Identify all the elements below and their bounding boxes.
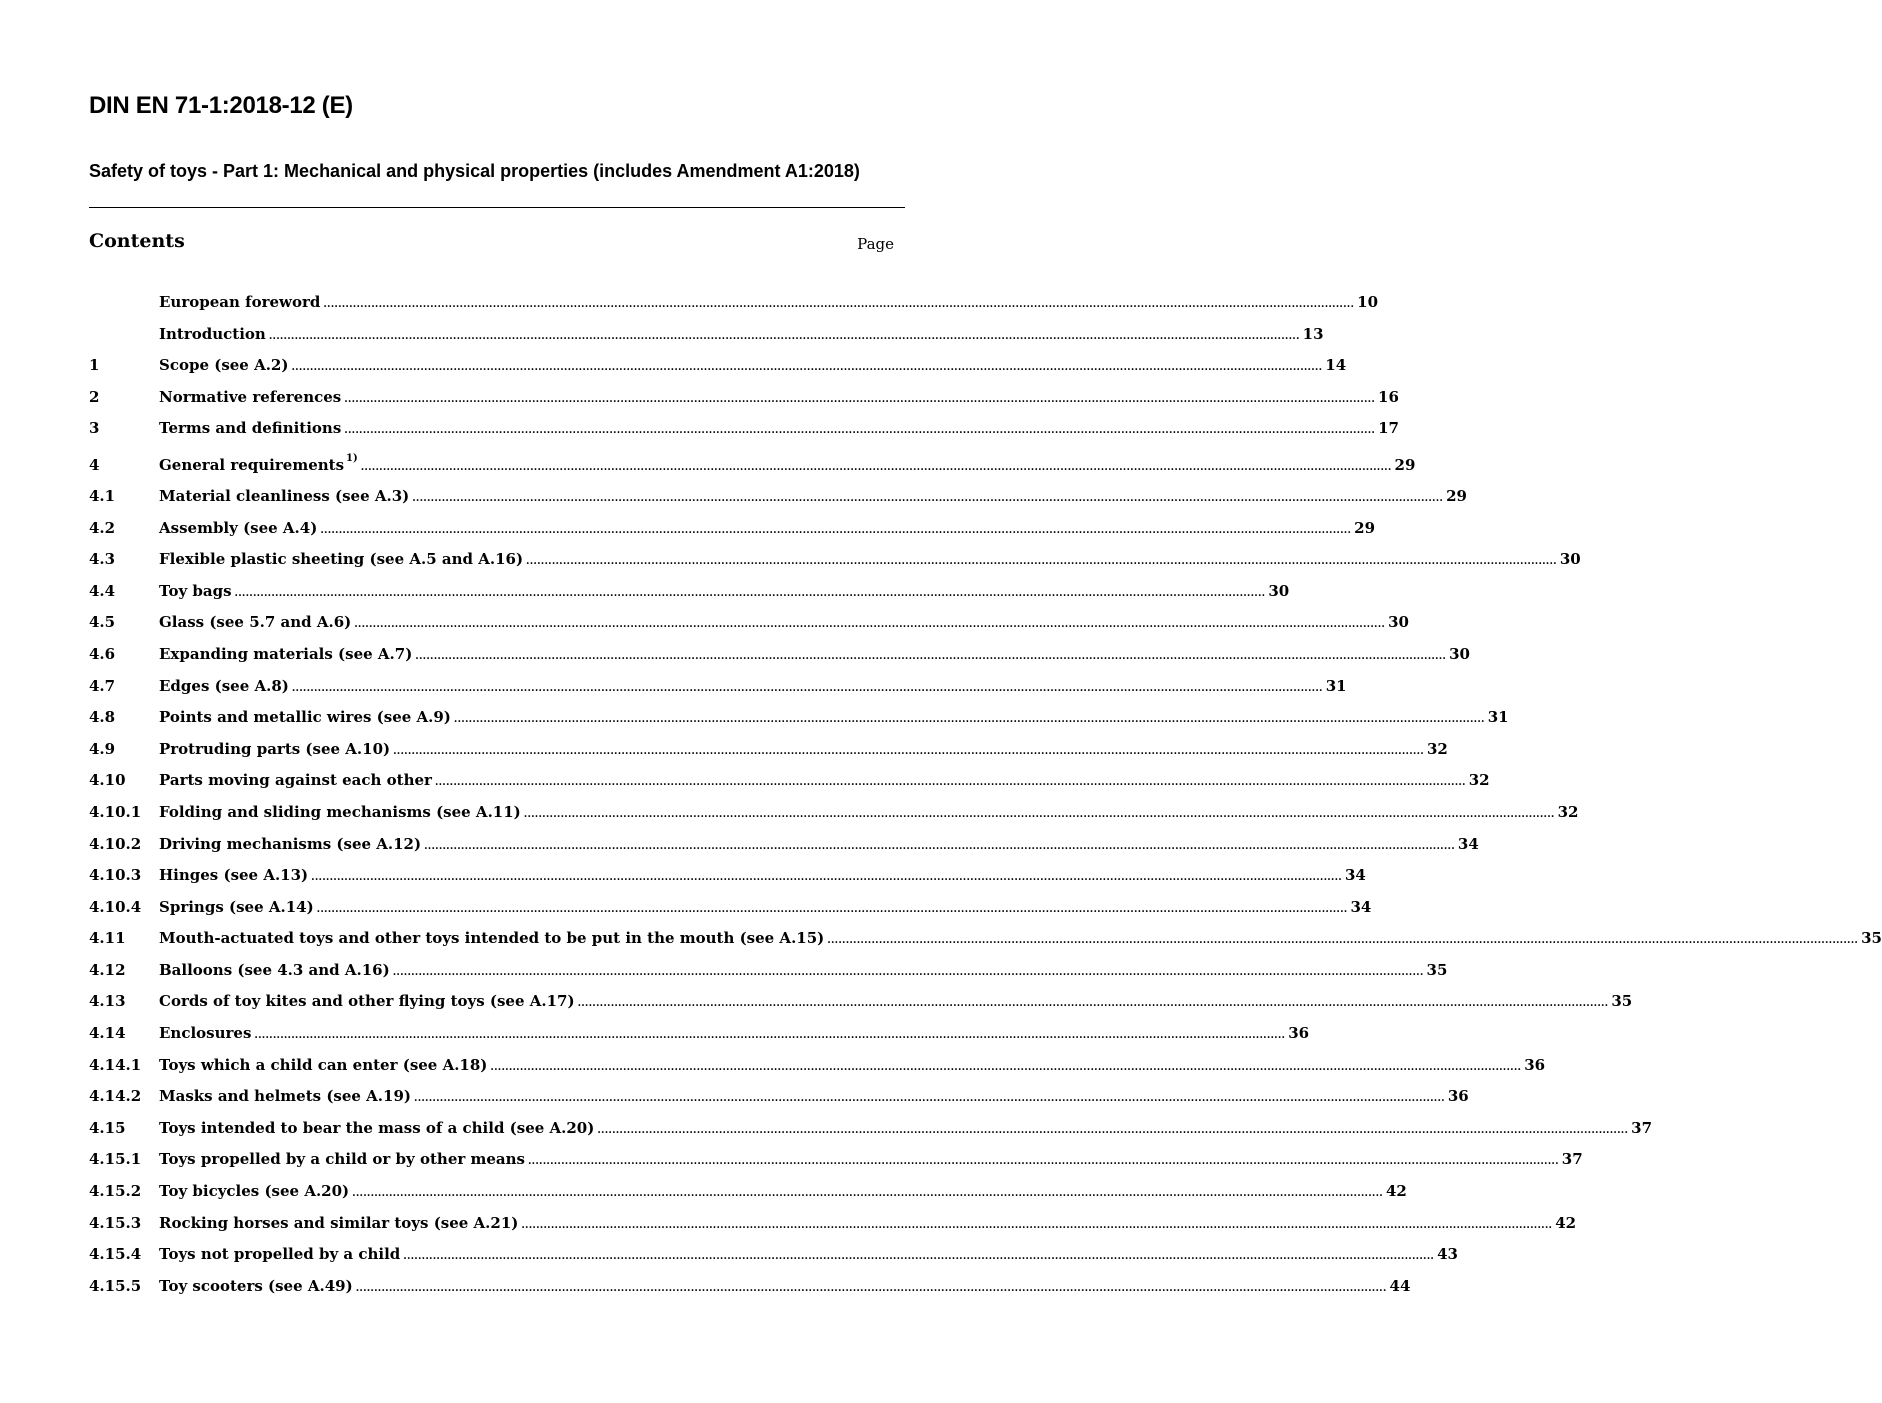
toc-entry[interactable] (89, 702, 1509, 734)
toc-entry-page: 36 (1524, 1055, 1546, 1074)
toc-entry-title[interactable] (159, 481, 409, 513)
toc-entry-title-text: Toys propelled by a child or by other means (159, 1150, 525, 1169)
toc-entry-page: 30 (1449, 644, 1470, 663)
toc-entry[interactable] (89, 544, 1581, 576)
toc-entry[interactable] (89, 1018, 1310, 1050)
dot-leader (235, 578, 1266, 610)
toc-entry-number: 3 (89, 419, 100, 438)
toc-entry-page: 29 (1354, 518, 1376, 537)
toc-entry-title-text: Toy bags (159, 581, 232, 600)
dot-leader (269, 321, 1300, 353)
toc-entry-title[interactable] (159, 1018, 251, 1050)
toc-entry-page: 35 (1426, 960, 1448, 979)
toc-entry[interactable] (89, 892, 1372, 924)
toc-entry-title-text: Toy bicycles (see A.20) (159, 1182, 350, 1201)
toc-entry-page: 35 (1611, 992, 1633, 1011)
dot-leader (393, 736, 1424, 768)
toc-entry-page: 31 (1325, 676, 1347, 695)
toc-entry[interactable] (89, 481, 1467, 513)
toc-entry-number: 4.14.2 (89, 1087, 142, 1106)
toc-entry-title-text: Flexible plastic sheeting (see A.5 and A.16) (159, 550, 524, 569)
toc-entry[interactable] (89, 576, 1290, 608)
toc-entry[interactable] (89, 734, 1448, 766)
toc-entry[interactable] (89, 1239, 1458, 1271)
toc-entry-title[interactable] (159, 734, 390, 766)
toc-entry-title[interactable] (159, 544, 523, 576)
toc-entry-number: 4.8 (89, 708, 116, 727)
toc-entry-page: 36 (1447, 1087, 1469, 1106)
toc-entry-title-text: Masks and helmets (see A.19) (159, 1087, 412, 1106)
dot-leader (323, 289, 1354, 321)
toc-entry-page: 30 (1268, 581, 1290, 600)
toc-entry[interactable] (89, 382, 1399, 414)
toc-entry-page: 13 (1302, 324, 1324, 343)
toc-entry-page: 17 (1378, 419, 1399, 438)
toc-entry-title[interactable] (159, 860, 308, 892)
dot-leader (597, 1115, 1628, 1147)
toc-entry-title-text: Mouth-actuated toys and other toys intended to be put in the mouth (see A.15) (159, 929, 825, 948)
title-divider (89, 207, 905, 208)
toc-entry-title-text: Points and metallic wires (see A.9) (159, 708, 451, 727)
toc-entry[interactable] (89, 797, 1579, 829)
toc-entry-title-text: Rocking horses and similar toys (see A.21) (159, 1213, 519, 1232)
toc-entry[interactable] (89, 1208, 1577, 1240)
toc-entry[interactable] (89, 955, 1448, 987)
toc-entry-number: 4.3 (89, 550, 116, 569)
contents-heading: Contents (89, 230, 185, 252)
toc-entry-number: 4.15.1 (89, 1150, 142, 1169)
footnote-marker: 1) (346, 452, 358, 464)
toc-entry-number: 1 (89, 356, 100, 375)
toc-entry-title[interactable] (159, 1050, 487, 1082)
toc-entry-page: 30 (1388, 613, 1409, 632)
toc-entry-page: 37 (1631, 1118, 1653, 1137)
toc-entry-title[interactable] (159, 445, 358, 485)
dot-leader (435, 767, 1466, 799)
toc-entry-page: 34 (1350, 897, 1372, 916)
dot-leader (393, 957, 1424, 989)
table-of-contents (89, 287, 1882, 1302)
toc-entry-title-text: Toys which a child can enter (see A.18) (159, 1055, 488, 1074)
toc-entry[interactable] (89, 413, 1399, 445)
toc-entry[interactable] (89, 513, 1376, 545)
toc-entry-title[interactable] (159, 576, 232, 608)
toc-entry-page: 14 (1325, 356, 1347, 375)
toc-entry-number: 4.15.2 (89, 1182, 142, 1201)
toc-entry-title[interactable] (159, 319, 266, 351)
dot-leader (524, 799, 1555, 831)
toc-entry-page: 32 (1426, 739, 1448, 758)
dot-leader (254, 1020, 1285, 1052)
dot-leader (521, 1210, 1552, 1242)
toc-entry-number: 4.12 (89, 960, 126, 979)
toc-entry-number: 4.15.5 (89, 1276, 142, 1295)
dot-leader (317, 894, 1348, 926)
toc-entry-title-text: Driving mechanisms (see A.12) (159, 834, 422, 853)
toc-entry-title[interactable] (159, 1081, 411, 1113)
toc-entry-title-text: Material cleanliness (see A.3) (159, 486, 410, 505)
toc-entry-number: 4.15 (89, 1118, 126, 1137)
toc-entry-title[interactable] (159, 287, 320, 319)
toc-entry-title[interactable] (159, 639, 412, 671)
toc-entry-title[interactable] (159, 955, 390, 987)
toc-entry-number: 4.2 (89, 518, 116, 537)
toc-entry-page: 10 (1357, 293, 1379, 311)
toc-entry-title-text: Enclosures (159, 1024, 252, 1043)
dot-leader (356, 1273, 1387, 1305)
toc-entry[interactable] (89, 607, 1409, 639)
toc-entry-number: 4.10.4 (89, 897, 142, 916)
toc-entry-number: 2 (89, 387, 100, 406)
toc-entry[interactable] (89, 671, 1347, 703)
dot-leader (454, 704, 1485, 736)
toc-entry-title[interactable] (159, 1144, 525, 1176)
toc-entry-title[interactable] (159, 829, 421, 861)
toc-entry-page: 43 (1437, 1245, 1458, 1264)
toc-entry-title-text: Springs (see A.14) (159, 897, 314, 916)
toc-entry-title[interactable] (159, 1271, 353, 1303)
dot-leader (344, 415, 1375, 447)
dot-leader (528, 1146, 1559, 1178)
dot-leader (311, 862, 1342, 894)
toc-entry-title-text: Toys intended to bear the mass of a child (see A.20) (159, 1118, 595, 1137)
toc-entry-page: 37 (1561, 1150, 1583, 1169)
toc-entry-title[interactable] (159, 702, 451, 734)
toc-entry-title[interactable] (159, 607, 351, 639)
toc-entry-number: 4.10 (89, 771, 126, 790)
toc-entry-page: 42 (1555, 1213, 1577, 1232)
dot-leader (291, 352, 1322, 384)
toc-entry-number: 4.10.2 (89, 834, 142, 853)
toc-entry[interactable] (89, 639, 1470, 671)
dot-leader (403, 1241, 1434, 1273)
dot-leader (354, 609, 1385, 641)
toc-entry-number: 4 (89, 455, 100, 474)
toc-entry-title[interactable] (159, 1176, 349, 1208)
toc-entry-page: 35 (1861, 929, 1882, 948)
dot-leader (424, 831, 1455, 863)
toc-entry[interactable] (89, 765, 1490, 797)
toc-entry[interactable] (89, 445, 1416, 481)
toc-entry-title-text: Assembly (see A.4) (159, 518, 318, 537)
toc-entry[interactable] (89, 923, 1882, 955)
toc-entry-page: 44 (1389, 1276, 1411, 1295)
dot-leader (578, 988, 1609, 1020)
toc-entry-number: 4.11 (89, 929, 126, 948)
toc-entry-title-text: Parts moving against each other (159, 771, 432, 790)
dot-leader (414, 1083, 1445, 1115)
toc-entry-number: 4.6 (89, 644, 116, 663)
toc-entry-page: 31 (1487, 708, 1509, 727)
toc-entry-title[interactable] (159, 350, 288, 382)
toc-entry-title[interactable] (159, 1208, 518, 1240)
toc-entry-number: 4.4 (89, 581, 116, 600)
toc-entry-title-text: Glass (see 5.7 and A.6) (159, 613, 352, 632)
dot-leader (361, 448, 1392, 488)
toc-entry-title-text: Normative references (159, 387, 342, 406)
toc-entry-title[interactable] (159, 797, 521, 829)
toc-entry-title[interactable] (159, 923, 824, 955)
dot-leader (526, 546, 1557, 578)
toc-entry-page: 32 (1557, 802, 1579, 821)
toc-entry-title[interactable] (159, 671, 289, 703)
toc-entry-page: 16 (1378, 387, 1399, 406)
toc-entry-title[interactable] (159, 413, 341, 445)
toc-entry-number: 4.14.1 (89, 1055, 142, 1074)
toc-entry-number: 4.9 (89, 739, 116, 758)
toc-entry-title-text: Toy scooters (see A.49) (159, 1276, 353, 1295)
toc-entry-page: 30 (1559, 550, 1581, 569)
toc-entry-title[interactable] (159, 513, 317, 545)
toc-entry-title-text: Introduction (159, 324, 266, 343)
toc-entry[interactable] (89, 1113, 1653, 1145)
toc-entry-title-text: General requirements (159, 455, 345, 474)
dot-leader (320, 515, 1351, 547)
dot-leader (490, 1052, 1521, 1084)
toc-entry-number: 4.13 (89, 992, 126, 1011)
toc-entry-title-text: Scope (see A.2) (159, 356, 289, 375)
toc-entry-title-text: Toys not propelled by a child (159, 1245, 401, 1264)
toc-entry-title[interactable] (159, 765, 432, 797)
toc-entry-title[interactable] (159, 382, 341, 414)
toc-entry-page: 42 (1385, 1182, 1407, 1201)
toc-entry-title-text: Cords of toy kites and other flying toys (see A.17) (159, 992, 575, 1011)
page-column-heading: Page (857, 235, 894, 253)
toc-entry[interactable] (89, 350, 1347, 382)
document-id: DIN EN 71-1:2018-12 (E) (89, 92, 353, 119)
toc-entry-title[interactable] (159, 892, 314, 924)
toc-entry[interactable] (89, 829, 1479, 861)
toc-entry-number: 4.7 (89, 676, 116, 695)
toc-entry[interactable] (89, 319, 1324, 351)
toc-entry-page: 36 (1288, 1024, 1310, 1043)
toc-entry-number: 4.15.4 (89, 1245, 142, 1264)
dot-leader (827, 925, 1858, 957)
toc-entry-number: 4.15.3 (89, 1213, 142, 1232)
toc-entry-title-text: Expanding materials (see A.7) (159, 644, 413, 663)
toc-entry-page: 29 (1394, 455, 1416, 474)
dot-leader (412, 483, 1443, 515)
toc-entry-title-text: Edges (see A.8) (159, 676, 289, 695)
toc-entry[interactable] (89, 986, 1633, 1018)
toc-entry[interactable] (89, 1050, 1546, 1082)
toc-entry-title-text: Hinges (see A.13) (159, 866, 309, 885)
toc-entry-title[interactable] (159, 986, 575, 1018)
toc-entry-title-text: Balloons (see 4.3 and A.16) (159, 960, 390, 979)
toc-entry-title-text: Terms and definitions (159, 419, 342, 438)
toc-entry-number: 4.14 (89, 1024, 126, 1043)
dot-leader (415, 641, 1446, 673)
dot-leader (344, 384, 1375, 416)
toc-entry[interactable] (89, 1144, 1583, 1176)
dot-leader (292, 673, 1323, 705)
toc-entry-number: 4.5 (89, 613, 116, 632)
toc-entry-page: 34 (1344, 866, 1366, 885)
toc-entry[interactable] (89, 860, 1366, 892)
toc-entry-number: 4.1 (89, 486, 116, 505)
toc-entry[interactable] (89, 1176, 1407, 1208)
toc-entry-number: 4.10.3 (89, 866, 142, 885)
toc-entry-title-text: Protruding parts (see A.10) (159, 739, 391, 758)
toc-entry[interactable] (89, 1081, 1469, 1113)
toc-entry-title[interactable] (159, 1113, 594, 1145)
toc-entry-page: 29 (1446, 486, 1467, 505)
toc-entry-title-text: Folding and sliding mechanisms (see A.11) (159, 802, 521, 821)
toc-entry[interactable] (89, 287, 1379, 319)
dot-leader (352, 1178, 1383, 1210)
toc-entry-title-text: European foreword (159, 293, 321, 311)
toc-entry-page: 34 (1457, 834, 1479, 853)
toc-entry[interactable] (89, 1271, 1411, 1303)
document-title: Safety of toys - Part 1: Mechanical and physical properties (includes Amendment A1:2018) (89, 161, 860, 181)
toc-entry-title[interactable] (159, 1239, 400, 1271)
toc-entry-number: 4.10.1 (89, 802, 142, 821)
toc-entry-page: 32 (1468, 771, 1490, 790)
